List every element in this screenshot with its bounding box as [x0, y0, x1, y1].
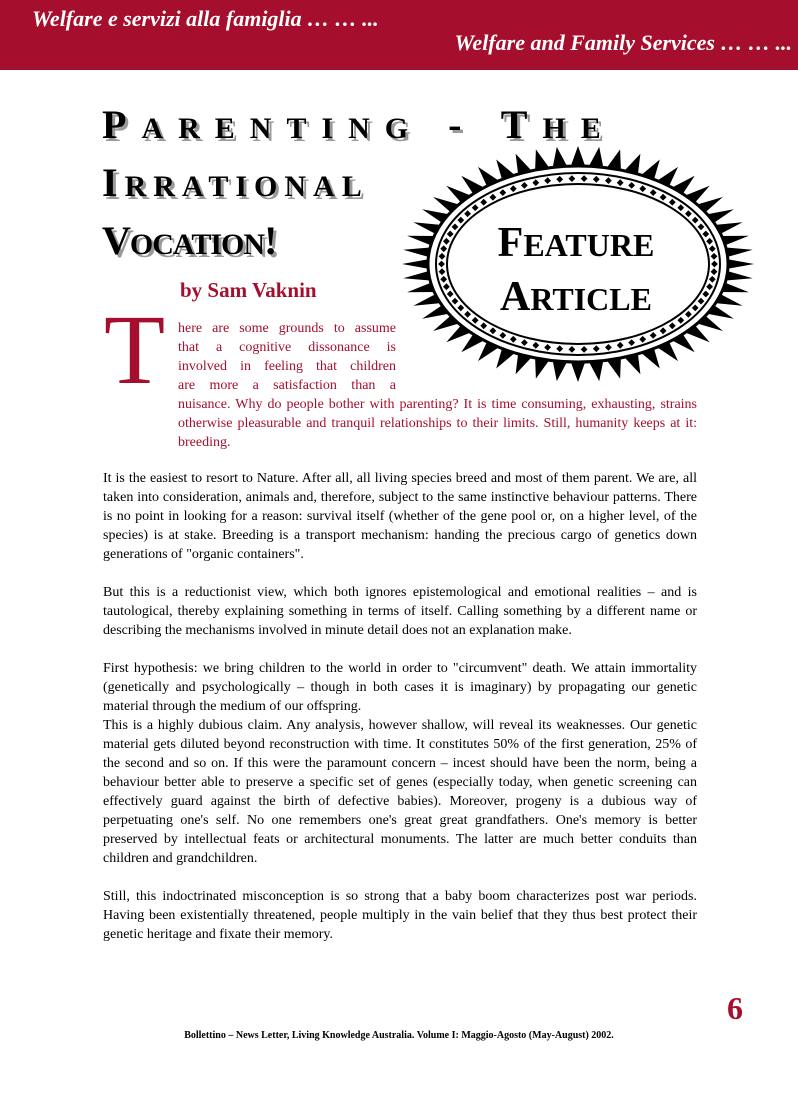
body-paragraph: It is the easiest to resort to Nature. After all, all living species breed and most of them parent. We are, all taken into consideration, animals and, therefore, subject to the same instinctive behaviour patterns. There is no point in looking for a reason: survival itself (whether of the gene pool or, on a higher level, of the species) is at stake. Breeding is a transport mechanism: handing the precious cargo of genetics down generations of "organic containers".	[103, 471, 697, 562]
header-banner	[0, 0, 798, 70]
title-line-2: IRRATIONAL	[102, 160, 369, 205]
author-byline: by Sam Vaknin	[180, 278, 317, 302]
intro-line: are more a satisfaction than a	[178, 378, 396, 393]
body-paragraph: But this is a reductionist view, which both ignores epistemological and emotional realities – and is tautological, thereby explaining something in terms of itself. Calling something by a different name or describing the mechanisms involved in minute detail does not an explanation make.	[103, 585, 697, 638]
article-body	[103, 469, 697, 963]
badge-spike	[553, 147, 567, 168]
title-line-3: VOCATION!	[102, 218, 277, 263]
badge-spike	[726, 271, 753, 280]
badge-line-feature: FEATURE	[497, 220, 655, 266]
intro-line: here are some grounds to assume	[178, 321, 396, 336]
body-paragraph: This is a highly dubious claim. Any analysis, however shallow, will reveal its weaknesses. Our genetic material gets diluted beyond reconstruction with time. It constitutes 50% of the first generation, 25% of the second and so on. If this were the paramount concern – incest should have been the norm, being a behaviour better able to preserve a specific set of genes (especially today, when genetic screening can effectively guard against the birth of defective babies). Moreover, progeny is a dubious way of perpetuating one's self. No one remembers one's great great grandfathers. One's memory is better preserved by intellectual feats or architectural monuments. The latter are much better conduits than children and grandchildren.	[103, 718, 697, 866]
intro-line: that a cognitive dissonance is	[178, 340, 396, 355]
badge-spike	[728, 259, 754, 268]
header-italian: Welfare e servizi alla famiglia … … ...	[32, 6, 379, 31]
footer-citation: Bollettino – News Letter, Living Knowledge Australia. Volume I: Maggio-Agosto (May-August) 2002.	[184, 1030, 614, 1041]
badge-line-article: ARTICLE	[500, 274, 652, 320]
intro-line: involved in feeling that children	[178, 359, 396, 374]
intro-paragraph	[178, 319, 697, 452]
body-paragraph: Still, this indoctrinated misconception is so strong that a baby boom characterizes post war periods. Having been existentially threatened, people multiply in the vain belief that they thus best protect their genetic heritage and fixate their memory.	[103, 889, 697, 942]
page-number: 6	[727, 990, 743, 1026]
title-line-1: PARENTING - THE	[102, 102, 616, 147]
badge-spike	[589, 147, 603, 168]
badge-spike	[403, 271, 430, 280]
body-paragraph: First hypothesis: we bring children to the world in order to "circumvent" death. We attain immortality (genetically and psychologically – though in both cases it is imaginary) by propagating our genetic material through the medium of our offspring.	[103, 661, 697, 714]
drop-cap: T	[104, 294, 166, 405]
badge-spike	[726, 248, 753, 257]
badge-spike	[403, 248, 430, 257]
intro-rest: nuisance. Why do people bother with parenting? It is time consuming, exhausting, strains otherwise pleasurable and tranquil relationships to their limits. Still, humanity keeps at it: breeding.	[178, 397, 697, 450]
badge-spike	[402, 259, 428, 268]
badge-spike	[571, 146, 585, 166]
header-english: Welfare and Family Services … … ...	[454, 30, 792, 55]
